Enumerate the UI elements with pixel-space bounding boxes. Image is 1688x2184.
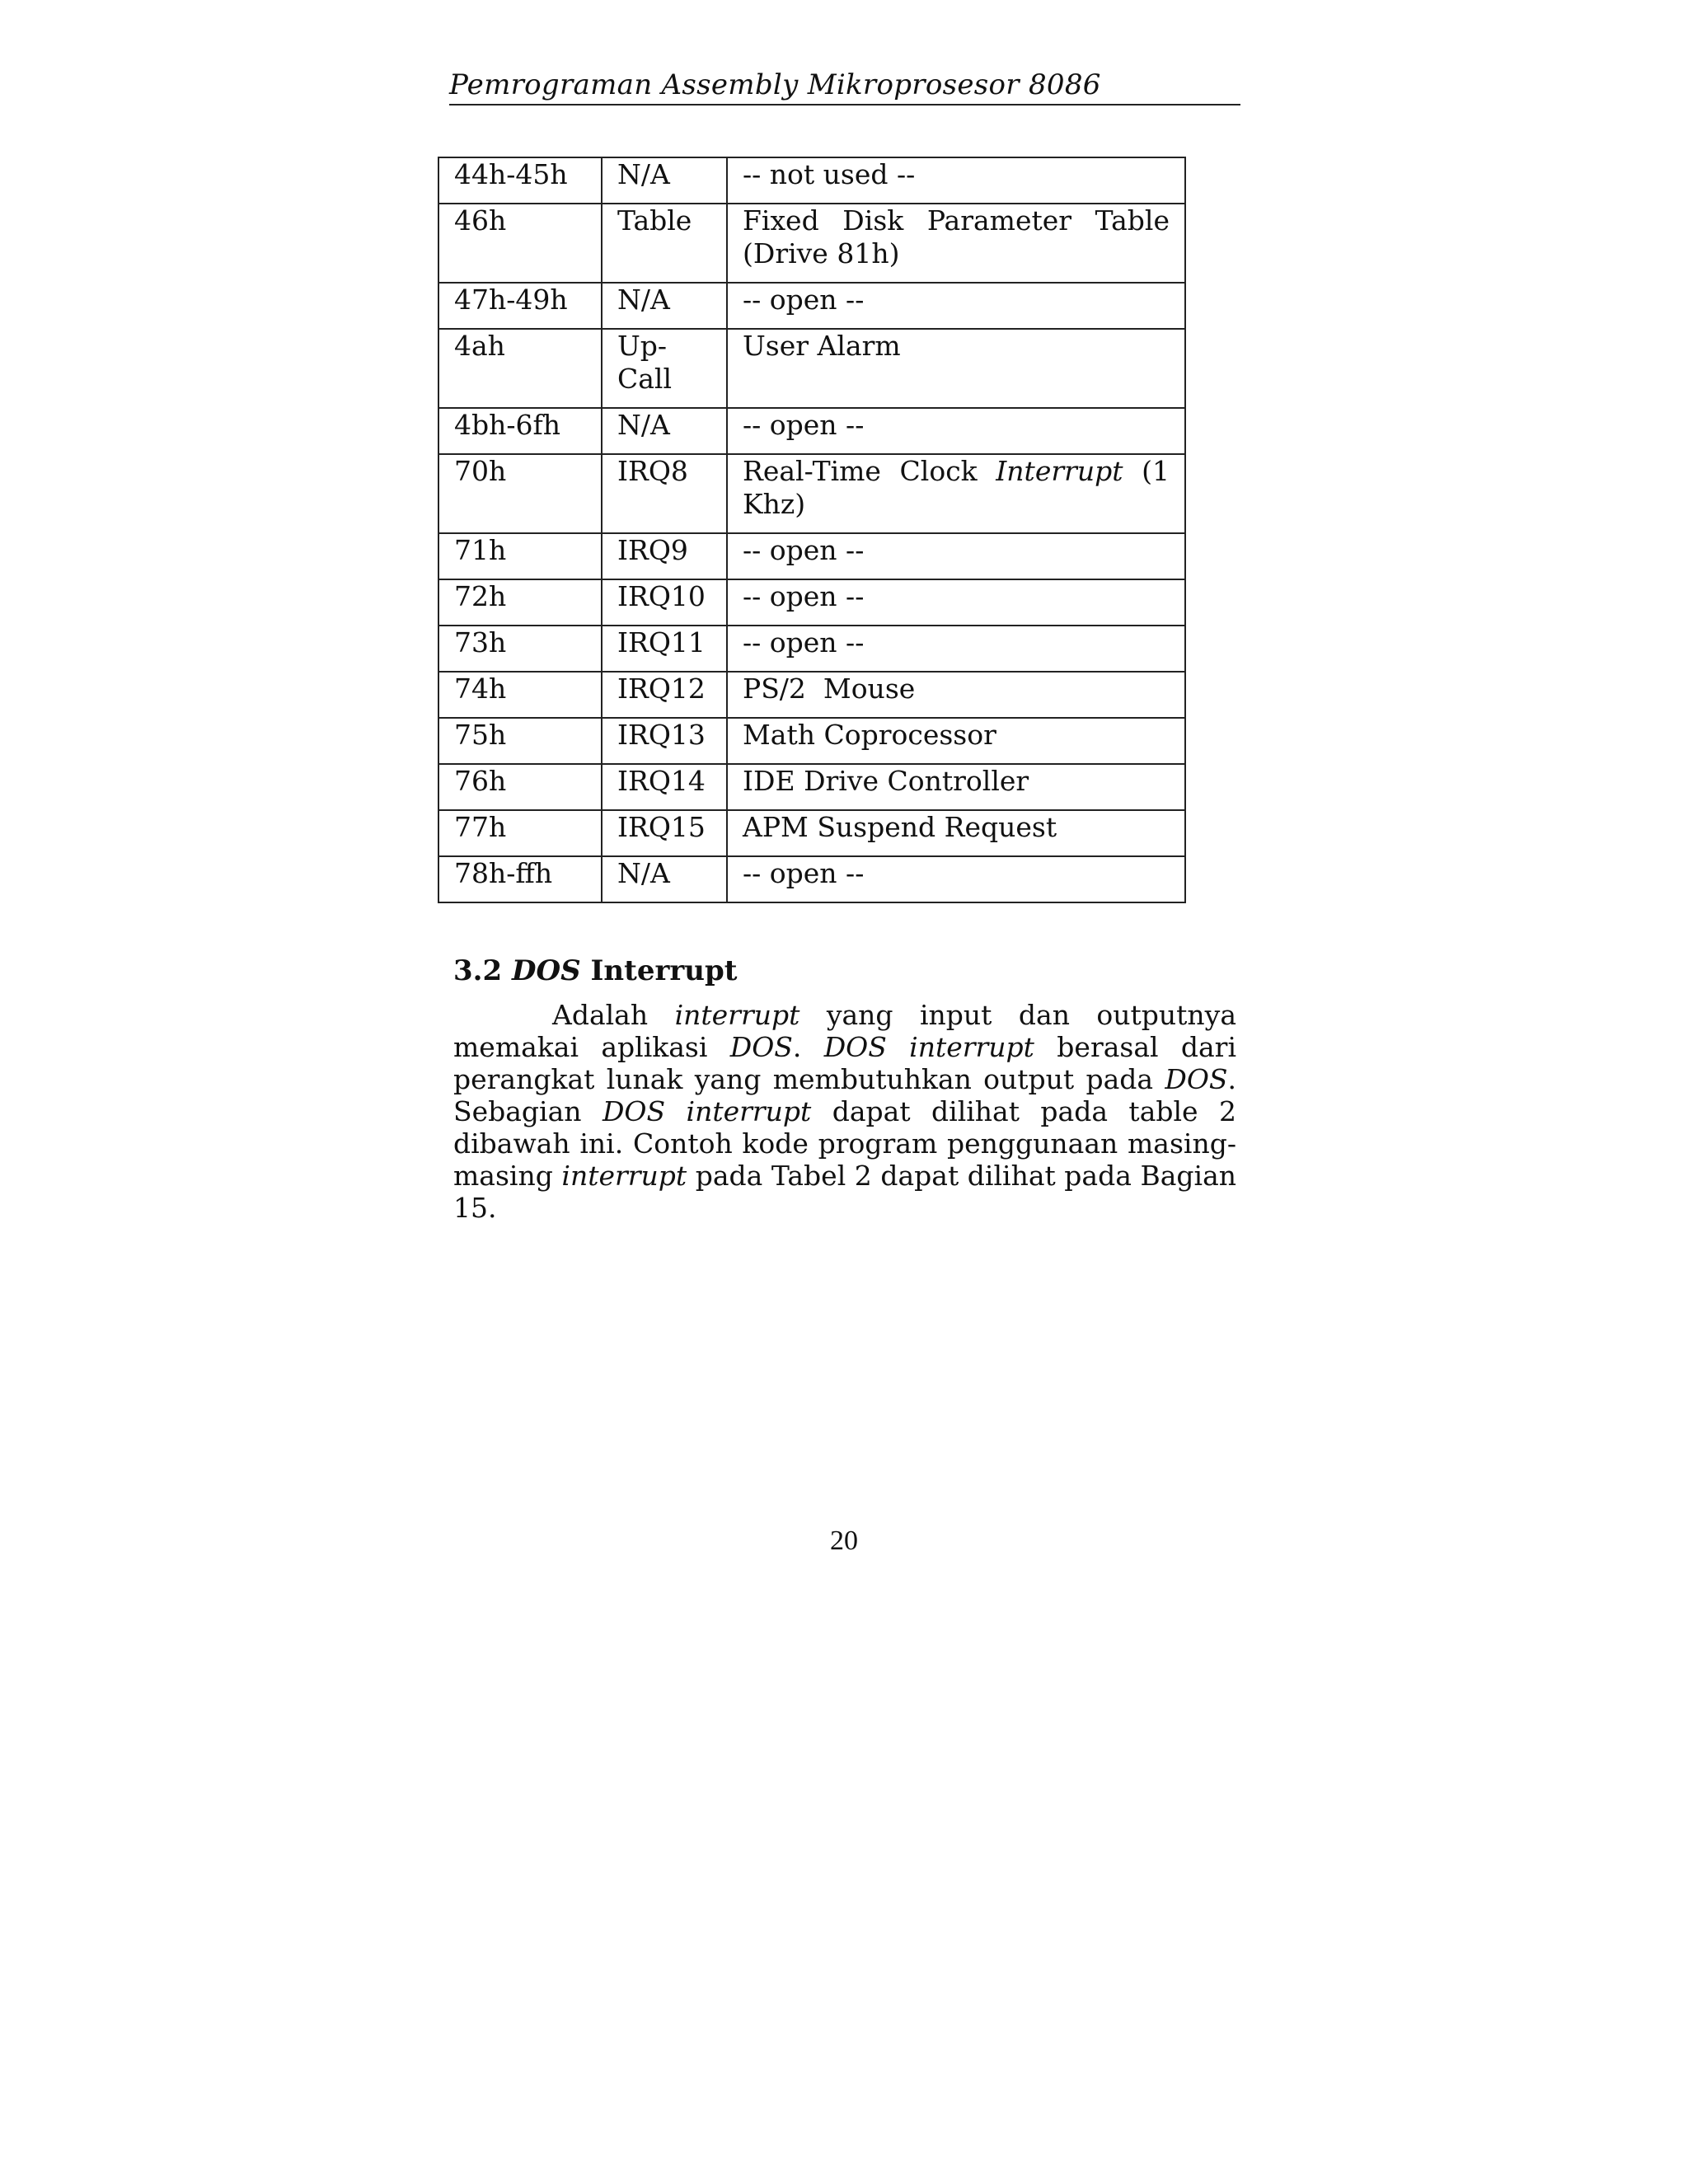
- description-cell: User Alarm: [727, 329, 1185, 408]
- table-row: [438, 408, 1185, 454]
- paragraph-text: pada Tabel 2 dapat dilihat pada Bagian 15.: [453, 1160, 1236, 1224]
- paragraph-italic: interrupt: [561, 1160, 687, 1192]
- table-row: [438, 672, 1185, 718]
- section-number: 3.2: [453, 954, 503, 987]
- description-cell: PS/2 Mouse: [727, 672, 1185, 718]
- type-cell: IRQ8: [602, 454, 727, 533]
- paragraph-text: dapat dilihat pada table 2 dibawah ini. Contoh kode program penggunaan masing-masing: [453, 1095, 1236, 1192]
- type-cell: Up-Call: [602, 329, 727, 408]
- table-row: [438, 764, 1185, 810]
- paragraph-text: berasal dari perangkat lunak yang membutuhkan output pada: [453, 1031, 1237, 1095]
- description-cell: Fixed Disk Parameter Table (Drive 81h): [727, 204, 1185, 283]
- description-cell: APM Suspend Request: [727, 810, 1185, 856]
- paragraph-text: Adalah: [552, 999, 675, 1031]
- paragraph-italic: DOS interrupt: [602, 1095, 812, 1127]
- paragraph-italic: DOS: [1165, 1063, 1228, 1095]
- type-cell: N/A: [602, 408, 727, 454]
- running-header: [449, 66, 1240, 105]
- type-cell: IRQ13: [602, 718, 727, 764]
- paragraph-italic: DOS interrupt: [823, 1031, 1034, 1063]
- vector-cell: 72h: [438, 579, 602, 626]
- vector-cell: 75h: [438, 718, 602, 764]
- vector-cell: 4bh-6fh: [438, 408, 602, 454]
- vector-cell: 47h-49h: [438, 283, 602, 329]
- vector-cell: 70h: [438, 454, 602, 533]
- description-italic: Interrupt: [996, 455, 1123, 487]
- type-cell: IRQ14: [602, 764, 727, 810]
- table-row: [438, 533, 1185, 579]
- vector-cell: 4ah: [438, 329, 602, 408]
- table-row: [438, 856, 1185, 902]
- page-number: 20: [830, 1526, 858, 1556]
- type-cell: IRQ12: [602, 672, 727, 718]
- table-row: [438, 283, 1185, 329]
- type-cell: Table: [602, 204, 727, 283]
- vector-cell: 46h: [438, 204, 602, 283]
- paragraph-text: .: [792, 1031, 824, 1063]
- type-cell: N/A: [602, 856, 727, 902]
- description-cell: -- open --: [727, 856, 1185, 902]
- table-row: [438, 718, 1185, 764]
- type-cell: IRQ15: [602, 810, 727, 856]
- description-cell: Math Coprocessor: [727, 718, 1185, 764]
- table-row: [438, 579, 1185, 626]
- section-title-text: Interrupt: [590, 954, 738, 987]
- description-cell: -- open --: [727, 283, 1185, 329]
- body-paragraph: [453, 999, 1236, 1224]
- table-row: [438, 454, 1185, 533]
- vector-cell: 73h: [438, 626, 602, 672]
- description-cell: -- open --: [727, 579, 1185, 626]
- description-text: (1 Khz): [743, 455, 1170, 520]
- type-cell: IRQ10: [602, 579, 727, 626]
- description-cell: -- open --: [727, 408, 1185, 454]
- description-cell: -- open --: [727, 626, 1185, 672]
- vector-cell: 76h: [438, 764, 602, 810]
- table-row: [438, 204, 1185, 283]
- table-row: [438, 157, 1185, 204]
- description-cell: -- open --: [727, 533, 1185, 579]
- description-cell: IDE Drive Controller: [727, 764, 1185, 810]
- vector-cell: 44h-45h: [438, 157, 602, 204]
- table-row: [438, 329, 1185, 408]
- vector-cell: 71h: [438, 533, 602, 579]
- vector-cell: 78h-ffh: [438, 856, 602, 902]
- vector-cell: 74h: [438, 672, 602, 718]
- type-cell: IRQ9: [602, 533, 727, 579]
- type-cell: IRQ11: [602, 626, 727, 672]
- paragraph-text: yang input dan outputnya memakai aplikasi: [453, 999, 1236, 1063]
- description-cell: [727, 454, 1185, 533]
- table-row: [438, 626, 1185, 672]
- description-cell: -- not used --: [727, 157, 1185, 204]
- running-title: Pemrograman Assembly Mikroprosesor 8086: [449, 68, 1101, 101]
- vector-cell: 77h: [438, 810, 602, 856]
- type-cell: N/A: [602, 283, 727, 329]
- type-cell: N/A: [602, 157, 727, 204]
- section-heading: [453, 952, 738, 990]
- interrupt-vector-table: [438, 157, 1186, 903]
- description-text: Real-Time Clock: [743, 455, 996, 487]
- paragraph-italic: DOS: [729, 1031, 793, 1063]
- paragraph-text: . Sebagian: [453, 1063, 1236, 1127]
- section-title-italic: DOS: [512, 954, 581, 987]
- paragraph-italic: interrupt: [674, 999, 800, 1031]
- table-row: [438, 810, 1185, 856]
